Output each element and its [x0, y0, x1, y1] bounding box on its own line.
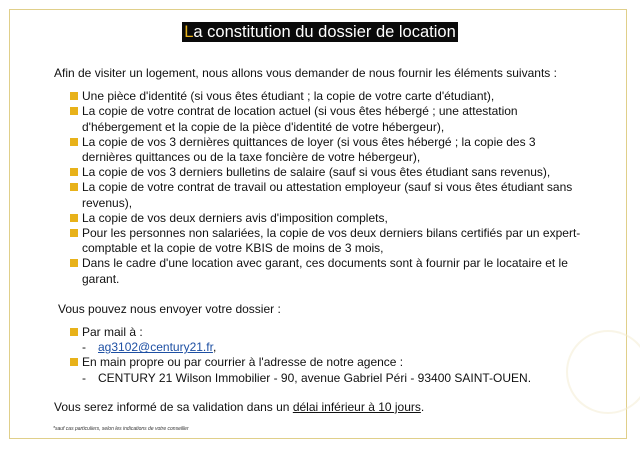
list-item-text: La copie de votre contrat de location actuel (si vous êtes hébergé ; une attestation d'hébergement et la copie de la pièce d'identité de votre hébergeur),: [82, 104, 518, 134]
footnote: *sauf cas particuliers, selon les indications de votre conseiller: [53, 426, 189, 432]
list-item-text: La copie de votre contrat de travail ou attestation employeur (sauf si vous êtes étudiant sans revenus),: [82, 180, 573, 210]
list-item-text: Pour les personnes non salariées, la copie de vos deux derniers bilans certifiés par un expert-comptable et la copie de votre KBIS de moins de 3 mois,: [82, 226, 581, 256]
email-link[interactable]: ag3102@century21.fr: [98, 340, 213, 355]
bullet-square-icon: [70, 358, 78, 366]
dash-marker: -: [82, 340, 86, 355]
list-item-text: La copie de vos 3 derniers bulletins de salaire (sauf si vous êtes étudiant sans revenus),: [82, 165, 551, 180]
list-item: [70, 104, 584, 134]
mail-label: Par mail à :: [82, 325, 143, 340]
list-item: [70, 325, 584, 340]
intro-text: Afin de visiter un logement, nous allons vous demander de nous fournir les éléments suivants :: [54, 66, 557, 80]
title-first-letter: L: [184, 23, 194, 41]
send-heading: Vous pouvez nous envoyer votre dossier :: [58, 301, 281, 316]
email-suffix: ,: [212, 340, 217, 355]
bullet-square-icon: [70, 229, 78, 237]
bullet-square-icon: [70, 92, 78, 100]
list-item: [70, 256, 584, 286]
validation-after: .: [420, 399, 425, 414]
validation-deadline: délai inférieur à 10 jours: [292, 399, 421, 414]
bullet-square-icon: [70, 138, 78, 146]
list-item: [70, 355, 584, 370]
title-rest: a constitution du dossier de location: [193, 23, 456, 41]
list-item: [70, 89, 584, 104]
validation-text: [54, 400, 584, 415]
bullet-square-icon: [70, 168, 78, 176]
post-label: En main propre ou par courrier à l'adresse de notre agence :: [82, 355, 404, 370]
list-item: [70, 226, 584, 256]
page-title: [182, 22, 458, 42]
agency-address: CENTURY 21 Wilson Immobilier - 90, avenue Gabriel Péri - 93400 SAINT-OUEN.: [98, 370, 532, 385]
list-item: [70, 135, 584, 165]
bullet-square-icon: [70, 328, 78, 336]
title-container: [0, 22, 640, 42]
validation-before: Vous serez informé de sa validation dans un: [54, 399, 293, 414]
bullet-square-icon: [70, 259, 78, 267]
list-item: [70, 211, 584, 226]
bullet-square-icon: [70, 183, 78, 191]
email-line: [70, 340, 584, 355]
document-body: [54, 66, 584, 415]
bullet-square-icon: [70, 214, 78, 222]
list-item-text: La copie de vos 3 dernières quittances de loyer (si vous êtes hébergé ; la copie des 3 dernières quittances ou de la taxe foncière de votre hébergeur),: [82, 134, 536, 165]
list-item: [70, 180, 584, 210]
list-item-text: La copie de vos deux derniers avis d'imposition complets,: [82, 210, 388, 225]
send-methods-list: [54, 325, 584, 386]
list-item: [70, 165, 584, 180]
address-line: [70, 371, 584, 386]
required-documents-list: [54, 89, 584, 287]
list-item-text: Une pièce d'identité (si vous êtes étudiant ; la copie de votre carte d'étudiant),: [82, 89, 495, 104]
bullet-square-icon: [70, 107, 78, 115]
dash-marker: -: [82, 370, 86, 385]
list-item-text: Dans le cadre d'une location avec garant, ces documents sont à fournir par le locataire et le garant.: [82, 256, 568, 286]
